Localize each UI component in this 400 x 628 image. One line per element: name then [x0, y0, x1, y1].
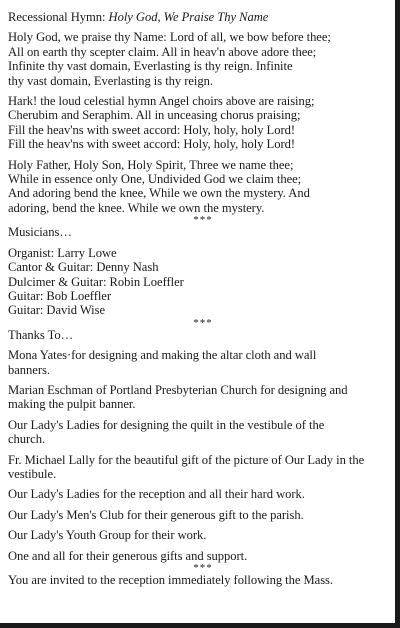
thanks-line: Our Lady's Ladies for the reception and all their hard work. [8, 487, 305, 502]
thanks-line: Fr. Michael Lally for the beautiful gift of the picture of Our Lady in the [8, 452, 365, 467]
thanks-entry [8, 348, 388, 377]
hymn-verse-2 [8, 94, 388, 152]
thanks-line: Marian Eschman of Portland Presbyterian Church for designing and [8, 382, 348, 397]
thanks-entry [8, 508, 388, 522]
thanks-line: Mona Yates·for designing and making the altar cloth and wall [8, 348, 317, 363]
thanks-line: banners. [8, 362, 50, 377]
verse-line: Cherubim and Seraphim. All in unceasing chorus praising; [8, 108, 301, 123]
section-separator: *** [193, 214, 213, 227]
hymn-verse-3 [8, 158, 388, 216]
thanks-heading: Thanks To… [8, 327, 74, 342]
thanks-line: Our Lady's Youth Group for their work. [8, 528, 207, 543]
section-separator: *** [193, 562, 213, 574]
hymn-verse-1 [8, 30, 388, 88]
thanks-list [8, 348, 388, 563]
thanks-entry [8, 549, 388, 563]
thanks-line: Our Lady's Ladies for designing the quilt in the vestibule of the [8, 417, 325, 432]
musician-entry: Guitar: Bob Loeffler [8, 288, 111, 303]
musician-entry: Organist: Larry Lowe [8, 245, 117, 260]
musicians-heading: Musicians… [8, 225, 72, 240]
musician-entry: Dulcimer & Guitar: Robin Loeffler [8, 274, 184, 289]
thanks-line: vestibule. [8, 466, 57, 481]
thanks-line: making the pulpit banner. [8, 397, 136, 412]
thanks-entry [8, 487, 388, 501]
musicians-list [8, 246, 388, 318]
thanks-entry [8, 453, 388, 482]
recessional-heading [8, 10, 388, 24]
program-content [8, 10, 388, 587]
verse-line: Holy God, we praise thy Name: Lord of all, we bow before thee; [8, 30, 331, 45]
verse-line: adoring, bend the knee. While we own the mystery. [8, 200, 265, 215]
thanks-entry [8, 383, 388, 412]
verse-line: Infinite thy vast domain, Everlasting is thy reign. Infinite [8, 59, 293, 74]
musician-entry: Guitar: David Wise [8, 303, 105, 318]
verse-line: thy vast domain, Everlasting is thy reign. [8, 73, 213, 88]
verse-line: All on earth thy scepter claim. All in heav'n above adore thee; [8, 44, 317, 59]
recessional-label: Recessional Hymn: [8, 10, 109, 24]
musician-entry: Cantor & Guitar: Denny Nash [8, 260, 159, 275]
thanks-line: Our Lady's Men's Club for their generous gift to the parish. [8, 507, 304, 522]
thanks-line: One and all for their generous gifts and support. [8, 548, 248, 563]
thanks-line: church. [8, 432, 46, 447]
verse-line: Fill the heav'ns with sweet accord: Holy, holy, holy Lord! [8, 122, 295, 137]
section-separator: *** [193, 316, 213, 329]
hymn-title: Holy God, We Praise Thy Name [108, 10, 269, 24]
verse-line: While in essence only One, Undivided God we claim thee; [8, 172, 302, 187]
verse-line: Hark! the loud celestial hymn Angel choirs above are raising; [8, 94, 315, 109]
verse-line: Holy Father, Holy Son, Holy Spirit, Three we name thee; [8, 157, 294, 172]
verse-line: And adoring bend the knee, While we own the mystery. And [8, 186, 310, 201]
thanks-entry [8, 418, 388, 447]
closing-invitation: You are invited to the reception immediately following the Mass. [8, 573, 333, 587]
thanks-entry [8, 528, 388, 542]
verse-line: Fill the heav'ns with sweet accord: Holy, holy, holy Lord! [8, 137, 295, 152]
